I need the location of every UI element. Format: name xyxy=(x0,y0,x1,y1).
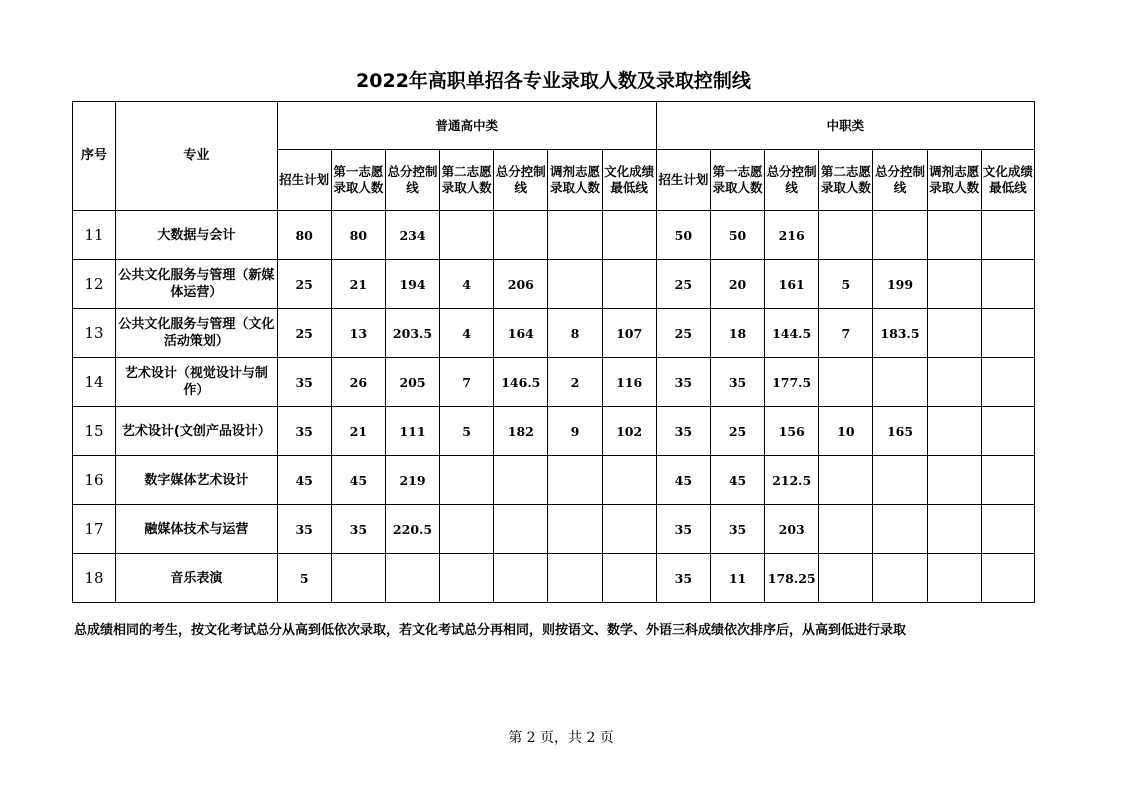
cell-general-second-choice: 5 xyxy=(440,407,494,456)
table-row xyxy=(73,260,1035,309)
cell-vocational-total-line-2 xyxy=(873,358,927,407)
cell-vocational-second-choice: 10 xyxy=(819,407,873,456)
cell-vocational-total-line-2: 183.5 xyxy=(873,309,927,358)
cell-vocational-plan: 25 xyxy=(656,260,710,309)
cell-vocational-second-choice xyxy=(819,505,873,554)
cell-vocational-first-choice: 50 xyxy=(710,211,764,260)
cell-general-plan: 25 xyxy=(277,309,331,358)
cell-general-total-line-2: 206 xyxy=(494,260,548,309)
cell-vocational-total-line-1: 156 xyxy=(765,407,819,456)
cell-vocational-adjusted xyxy=(927,505,981,554)
cell-general-total-line-1: 111 xyxy=(385,407,439,456)
cell-vocational-plan: 45 xyxy=(656,456,710,505)
admission-table xyxy=(72,101,1035,603)
cell-general-first-choice: 45 xyxy=(331,456,385,505)
cell-general-culture-min xyxy=(602,260,656,309)
cell-vocational-total-line-1: 177.5 xyxy=(765,358,819,407)
cell-vocational-plan: 35 xyxy=(656,358,710,407)
cell-vocational-second-choice xyxy=(819,211,873,260)
cell-vocational-first-choice: 35 xyxy=(710,358,764,407)
cell-vocational-culture-min xyxy=(981,505,1034,554)
header-vocational-culture-min: 文化成绩最低线 xyxy=(981,150,1034,211)
cell-vocational-second-choice xyxy=(819,554,873,603)
cell-general-plan: 35 xyxy=(277,358,331,407)
cell-vocational-first-choice: 45 xyxy=(710,456,764,505)
cell-general-culture-min: 116 xyxy=(602,358,656,407)
header-vocational-total-line-1: 总分控制线 xyxy=(765,150,819,211)
cell-general-total-line-2: 164 xyxy=(494,309,548,358)
header-general-adjusted: 调剂志愿录取人数 xyxy=(548,150,602,211)
cell-general-adjusted xyxy=(548,505,602,554)
cell-general-total-line-2 xyxy=(494,211,548,260)
cell-general-plan: 35 xyxy=(277,505,331,554)
cell-general-culture-min: 107 xyxy=(602,309,656,358)
row-major: 大数据与会计 xyxy=(116,211,277,260)
page-footer: 第 2 页，共 2 页 xyxy=(508,730,614,746)
cell-vocational-second-choice xyxy=(819,358,873,407)
cell-general-plan: 35 xyxy=(277,407,331,456)
cell-general-total-line-2 xyxy=(494,554,548,603)
header-general-total-line-1: 总分控制线 xyxy=(385,150,439,211)
cell-vocational-total-line-1: 212.5 xyxy=(765,456,819,505)
row-major: 艺术设计（视觉设计与制作） xyxy=(116,358,277,407)
header-general-second-choice: 第二志愿录取人数 xyxy=(440,150,494,211)
cell-general-first-choice: 21 xyxy=(331,407,385,456)
cell-vocational-second-choice xyxy=(819,456,873,505)
cell-general-total-line-1 xyxy=(385,554,439,603)
cell-general-total-line-2: 146.5 xyxy=(494,358,548,407)
cell-vocational-adjusted xyxy=(927,358,981,407)
cell-general-plan: 45 xyxy=(277,456,331,505)
cell-vocational-culture-min xyxy=(981,456,1034,505)
cell-general-second-choice xyxy=(440,456,494,505)
header-vocational-adjusted: 调剂志愿录取人数 xyxy=(927,150,981,211)
header-general-culture-min: 文化成绩最低线 xyxy=(602,150,656,211)
cell-general-adjusted: 9 xyxy=(548,407,602,456)
row-seq: 18 xyxy=(73,554,116,603)
cell-general-first-choice: 13 xyxy=(331,309,385,358)
header-general-total-line-2: 总分控制线 xyxy=(494,150,548,211)
cell-general-first-choice xyxy=(331,554,385,603)
cell-vocational-adjusted xyxy=(927,260,981,309)
cell-general-total-line-2 xyxy=(494,456,548,505)
cell-vocational-plan: 35 xyxy=(656,505,710,554)
cell-vocational-total-line-2: 199 xyxy=(873,260,927,309)
cell-general-adjusted: 8 xyxy=(548,309,602,358)
cell-general-culture-min xyxy=(602,505,656,554)
cell-general-adjusted: 2 xyxy=(548,358,602,407)
cell-vocational-first-choice: 11 xyxy=(710,554,764,603)
cell-general-total-line-1: 203.5 xyxy=(385,309,439,358)
cell-vocational-adjusted xyxy=(927,407,981,456)
header-seq: 序号 xyxy=(73,102,116,211)
cell-general-total-line-1: 220.5 xyxy=(385,505,439,554)
cell-vocational-total-line-2 xyxy=(873,211,927,260)
cell-general-adjusted xyxy=(548,456,602,505)
row-seq: 16 xyxy=(73,456,116,505)
header-major: 专业 xyxy=(116,102,277,211)
cell-vocational-culture-min xyxy=(981,211,1034,260)
table-row xyxy=(73,554,1035,603)
cell-vocational-culture-min xyxy=(981,358,1034,407)
cell-vocational-adjusted xyxy=(927,456,981,505)
cell-vocational-total-line-2 xyxy=(873,456,927,505)
cell-general-total-line-1: 194 xyxy=(385,260,439,309)
cell-general-total-line-2: 182 xyxy=(494,407,548,456)
cell-general-second-choice: 4 xyxy=(440,260,494,309)
cell-general-total-line-1: 234 xyxy=(385,211,439,260)
row-seq: 14 xyxy=(73,358,116,407)
cell-general-total-line-2 xyxy=(494,505,548,554)
cell-general-culture-min: 102 xyxy=(602,407,656,456)
row-major: 公共文化服务与管理（新媒体运营） xyxy=(116,260,277,309)
header-row-groups xyxy=(73,102,1035,150)
cell-vocational-culture-min xyxy=(981,309,1034,358)
cell-vocational-plan: 35 xyxy=(656,554,710,603)
cell-vocational-plan: 50 xyxy=(656,211,710,260)
cell-general-culture-min xyxy=(602,456,656,505)
cell-vocational-second-choice: 7 xyxy=(819,309,873,358)
tie-break-note: 总成绩相同的考生，按文化考试总分从高到低依次录取，若文化考试总分再相同，则按语文、数学、外语三科成绩依次排序后，从高到低进行录取 xyxy=(74,623,907,638)
table-row xyxy=(73,407,1035,456)
table-row xyxy=(73,456,1035,505)
cell-general-second-choice xyxy=(440,211,494,260)
header-vocational-second-choice: 第二志愿录取人数 xyxy=(819,150,873,211)
row-major: 公共文化服务与管理（文化活动策划） xyxy=(116,309,277,358)
cell-vocational-total-line-2 xyxy=(873,554,927,603)
cell-general-first-choice: 21 xyxy=(331,260,385,309)
cell-vocational-culture-min xyxy=(981,260,1034,309)
cell-vocational-adjusted xyxy=(927,309,981,358)
row-major: 数字媒体艺术设计 xyxy=(116,456,277,505)
header-group-general: 普通高中类 xyxy=(277,102,656,150)
table-row xyxy=(73,309,1035,358)
cell-vocational-total-line-2: 165 xyxy=(873,407,927,456)
cell-vocational-total-line-2 xyxy=(873,505,927,554)
cell-vocational-first-choice: 25 xyxy=(710,407,764,456)
header-vocational-total-line-2: 总分控制线 xyxy=(873,150,927,211)
cell-general-first-choice: 80 xyxy=(331,211,385,260)
row-seq: 11 xyxy=(73,211,116,260)
header-general-first-choice: 第一志愿录取人数 xyxy=(331,150,385,211)
cell-general-total-line-1: 219 xyxy=(385,456,439,505)
cell-vocational-culture-min xyxy=(981,554,1034,603)
cell-general-adjusted xyxy=(548,211,602,260)
cell-general-plan: 80 xyxy=(277,211,331,260)
cell-general-adjusted xyxy=(548,260,602,309)
cell-general-total-line-1: 205 xyxy=(385,358,439,407)
cell-general-plan: 5 xyxy=(277,554,331,603)
cell-vocational-plan: 35 xyxy=(656,407,710,456)
row-seq: 13 xyxy=(73,309,116,358)
cell-vocational-plan: 25 xyxy=(656,309,710,358)
page-title: 2022年高职单招各专业录取人数及录取控制线 xyxy=(356,70,751,92)
cell-general-culture-min xyxy=(602,554,656,603)
row-major: 音乐表演 xyxy=(116,554,277,603)
cell-vocational-first-choice: 20 xyxy=(710,260,764,309)
cell-vocational-adjusted xyxy=(927,211,981,260)
cell-vocational-second-choice: 5 xyxy=(819,260,873,309)
cell-vocational-total-line-1: 144.5 xyxy=(765,309,819,358)
header-vocational-plan: 招生计划 xyxy=(656,150,710,211)
cell-general-second-choice xyxy=(440,505,494,554)
cell-general-first-choice: 26 xyxy=(331,358,385,407)
row-major: 融媒体技术与运营 xyxy=(116,505,277,554)
cell-general-adjusted xyxy=(548,554,602,603)
cell-vocational-culture-min xyxy=(981,407,1034,456)
table-row xyxy=(73,211,1035,260)
cell-general-first-choice: 35 xyxy=(331,505,385,554)
table-row xyxy=(73,358,1035,407)
row-seq: 15 xyxy=(73,407,116,456)
cell-vocational-first-choice: 35 xyxy=(710,505,764,554)
cell-vocational-total-line-1: 203 xyxy=(765,505,819,554)
cell-general-second-choice xyxy=(440,554,494,603)
header-vocational-first-choice: 第一志愿录取人数 xyxy=(710,150,764,211)
header-group-vocational: 中职类 xyxy=(656,102,1034,150)
cell-general-second-choice: 7 xyxy=(440,358,494,407)
cell-general-plan: 25 xyxy=(277,260,331,309)
cell-vocational-total-line-1: 161 xyxy=(765,260,819,309)
cell-vocational-adjusted xyxy=(927,554,981,603)
row-seq: 12 xyxy=(73,260,116,309)
row-seq: 17 xyxy=(73,505,116,554)
cell-vocational-total-line-1: 216 xyxy=(765,211,819,260)
cell-vocational-first-choice: 18 xyxy=(710,309,764,358)
cell-general-culture-min xyxy=(602,211,656,260)
row-major: 艺术设计(文创产品设计） xyxy=(116,407,277,456)
table-row xyxy=(73,505,1035,554)
cell-general-second-choice: 4 xyxy=(440,309,494,358)
cell-vocational-total-line-1: 178.25 xyxy=(765,554,819,603)
header-general-plan: 招生计划 xyxy=(277,150,331,211)
